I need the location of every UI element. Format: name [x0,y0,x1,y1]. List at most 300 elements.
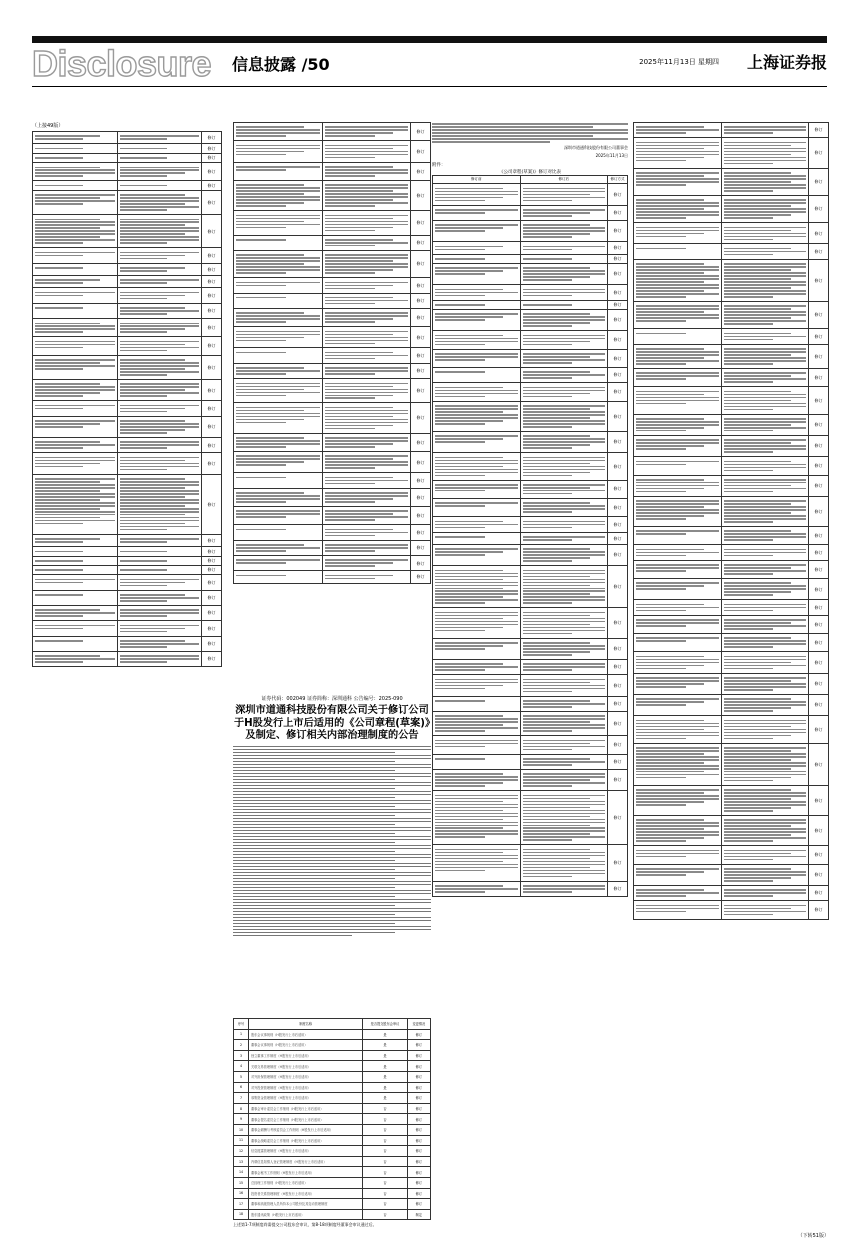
after-cell [721,435,809,456]
after-cell [322,525,411,540]
list-cell: 否 [363,1177,407,1188]
before-cell [234,433,323,451]
table-row [33,144,222,153]
after-cell [117,534,202,546]
change-type-cell: 修订 [809,545,829,560]
table-row [433,310,628,331]
table-header-cell: 修订方式 [608,175,628,183]
after-cell [322,250,411,277]
before-cell [433,566,521,608]
after-cell [721,560,809,578]
after-cell [117,590,202,605]
change-type-cell: 修订 [411,348,431,363]
table-row [634,223,829,244]
list-cell: 股东会议事规则（H股发行上市后适用） [248,1029,362,1040]
list-header-cell: 制度名称 [248,1019,362,1030]
change-type-cell: 修订 [608,638,628,659]
after-cell [520,401,608,431]
before-cell [433,769,521,790]
before-cell [634,743,722,785]
before-cell [33,556,118,565]
after-cell [520,431,608,452]
change-type-cell: 修订 [202,556,222,565]
before-cell [634,600,722,615]
change-type-cell: 修订 [608,480,628,498]
before-cell [634,527,722,545]
table-row [634,123,829,138]
before-cell [234,250,323,277]
after-cell [117,132,202,144]
list-cell: 修订 [407,1156,430,1167]
before-cell [33,575,118,590]
after-cell [721,457,809,475]
change-type-cell: 修订 [608,349,628,367]
table-row [433,659,628,674]
before-cell [634,901,722,919]
after-cell [322,556,411,571]
change-type-cell: 修订 [202,621,222,636]
signature-date: 2025年11月13日 [595,152,628,158]
table-row [234,556,431,571]
table-row [33,416,222,437]
before-cell [234,162,323,180]
change-type-cell: 修订 [202,276,222,288]
list-cell: 5 [234,1071,249,1082]
list-cell: 修订 [407,1082,430,1093]
after-cell [721,302,809,329]
after-cell [322,123,411,141]
list-cell: 制定 [407,1209,430,1220]
list-cell: 否 [363,1188,407,1199]
change-type-cell: 修订 [809,457,829,475]
change-type-cell: 修订 [202,181,222,190]
after-cell [520,881,608,896]
list-cell: 1 [234,1029,249,1040]
before-cell [33,215,118,248]
after-cell [721,673,809,694]
table-row [433,220,628,241]
before-cell [433,220,521,241]
before-cell [433,310,521,331]
list-cell: 修订 [407,1093,430,1104]
change-type-cell: 修订 [809,123,829,138]
after-cell [520,769,608,790]
table-row [33,163,222,181]
list-cell: 4 [234,1061,249,1072]
after-cell [520,480,608,498]
list-cell: 总经理工作细则（H股发行上市后适用） [248,1177,362,1188]
change-type-cell: 修订 [809,846,829,864]
after-cell [520,675,608,696]
before-cell [634,435,722,456]
before-cell [433,205,521,220]
before-cell [634,387,722,414]
list-row [234,1135,431,1146]
before-cell [433,300,521,309]
change-type-cell: 修订 [809,743,829,785]
list-cell: 信息披露管理制度（H股发行上市后适用） [248,1146,362,1157]
table-row [433,791,628,845]
table-row [33,547,222,556]
after-cell [721,475,809,496]
list-row [234,1061,431,1072]
table-row [33,215,222,248]
list-cell: 修订 [407,1199,430,1210]
table-row [433,638,628,659]
after-cell [117,438,202,453]
table-row [634,414,829,435]
after-cell [117,319,202,337]
table-row [33,132,222,144]
after-cell [322,540,411,555]
table-row [634,259,829,301]
system-list-table [233,1018,431,1220]
change-type-cell: 修订 [411,452,431,473]
column-1 [32,122,222,667]
list-cell: 修订 [407,1114,430,1125]
table-row [634,615,829,633]
after-cell [721,846,809,864]
table-row [634,475,829,496]
table-header-cell: 修订前 [433,175,521,183]
change-type-cell: 修订 [202,248,222,263]
change-type-cell: 修订 [809,387,829,414]
list-cell: 12 [234,1146,249,1157]
after-cell [520,368,608,383]
change-type-cell: 修订 [608,453,628,480]
after-cell [520,638,608,659]
table-row [634,886,829,901]
change-type-cell: 修订 [809,435,829,456]
change-type-cell: 修订 [608,310,628,331]
change-type-cell: 修订 [809,560,829,578]
table-row [634,816,829,846]
after-cell [322,278,411,293]
change-type-cell: 修订 [608,711,628,735]
list-row [234,1156,431,1167]
table-row [33,153,222,162]
table-row [634,457,829,475]
before-cell [634,652,722,673]
change-type-cell: 修订 [608,608,628,638]
change-type-cell: 修订 [608,544,628,565]
table-row [234,123,431,141]
after-cell [322,507,411,525]
after-cell [322,180,411,210]
paper-name: 上海证券报 [746,53,827,72]
change-type-cell: 修订 [202,636,222,651]
table-row [634,785,829,815]
before-cell [634,716,722,743]
change-type-cell: 修订 [202,132,222,144]
table-row [433,285,628,300]
before-cell [433,696,521,711]
column-3 [432,122,628,897]
before-cell [234,278,323,293]
change-type-cell: 修订 [608,300,628,309]
before-cell [634,329,722,344]
brand-wordmark: Disclosure [32,43,212,84]
before-cell [634,579,722,600]
masthead-rule [32,86,827,87]
table-row [634,864,829,885]
after-cell [721,634,809,652]
before-cell [634,302,722,329]
list-cell: 9 [234,1114,249,1125]
after-cell [322,403,411,433]
before-cell [634,457,722,475]
before-cell [33,319,118,337]
change-type-cell: 修订 [202,190,222,214]
table-row [634,344,829,368]
list-cell: 募集资金管理制度（H股发行上市后适用） [248,1093,362,1104]
table-row [234,525,431,540]
after-cell [117,380,202,401]
table-row [33,565,222,574]
table-row [33,474,222,534]
after-cell [117,181,202,190]
before-cell [33,534,118,546]
before-cell [234,540,323,555]
after-cell [520,696,608,711]
continued-label: （上接49版） [32,123,64,129]
after-cell [721,195,809,222]
list-header-cell: 序号 [234,1019,249,1030]
table-row [433,349,628,367]
list-row [234,1082,431,1093]
list-cell: 对外投资管理制度（H股发行上市后适用） [248,1082,362,1093]
top-bar [32,36,827,43]
list-cell: 否 [363,1167,407,1178]
change-type-cell: 修订 [608,331,628,349]
table-row [33,605,222,620]
after-cell [721,259,809,301]
before-cell [433,532,521,544]
list-note: 上述第1-7项制度尚需提交公司股东会审议，第8-18项制度经董事会审议通过后。 [233,1222,377,1228]
table-row [234,452,431,473]
table-row [234,363,431,378]
before-cell [433,254,521,263]
list-cell: 否 [363,1199,407,1210]
after-cell [520,242,608,254]
change-type-cell: 修订 [202,303,222,318]
after-cell [721,138,809,168]
table-row [634,545,829,560]
change-type-cell: 修订 [809,695,829,716]
after-cell [322,452,411,473]
table-row [634,244,829,259]
change-type-cell: 修订 [809,816,829,846]
after-cell [520,544,608,565]
table-row [234,327,431,348]
before-cell [33,401,118,416]
table-row [433,736,628,754]
list-header-cell: 是否提交股东会审议 [363,1019,407,1030]
before-cell [33,621,118,636]
table-row [234,379,431,403]
before-cell [234,488,323,506]
list-cell: 内幕信息知情人登记管理制度（H股发行上市后适用） [248,1156,362,1167]
table-row [33,401,222,416]
before-cell [234,507,323,525]
after-cell [520,254,608,263]
after-cell [117,337,202,355]
before-cell [33,565,118,574]
list-row [234,1209,431,1220]
list-row [234,1093,431,1104]
table-row [433,368,628,383]
list-cell: 是 [363,1029,407,1040]
list-cell: 董事会议事规则（H股发行上市后适用） [248,1040,362,1051]
list-cell: 修订 [407,1061,430,1072]
table-row [234,403,431,433]
after-cell [117,652,202,667]
table-row [433,453,628,480]
announcement [233,696,431,938]
table-row [433,383,628,401]
table-row [234,308,431,326]
list-cell: 8 [234,1103,249,1114]
after-cell [520,845,608,881]
before-cell [634,475,722,496]
before-cell [234,293,323,308]
after-cell [117,474,202,534]
change-type-cell: 修订 [202,453,222,474]
change-type-cell: 修订 [608,659,628,674]
table-row [433,205,628,220]
change-type-cell: 修订 [202,474,222,534]
change-type-cell: 修订 [809,344,829,368]
table-row [634,634,829,652]
change-type-cell: 修订 [202,575,222,590]
change-type-cell: 修订 [608,791,628,845]
change-type-cell: 修订 [809,475,829,496]
change-type-cell: 修订 [809,600,829,615]
change-type-cell: 修订 [608,205,628,220]
table-row [433,544,628,565]
change-type-cell: 修订 [608,696,628,711]
after-cell [721,387,809,414]
after-cell [322,211,411,235]
before-cell [433,383,521,401]
table-row [634,435,829,456]
change-type-cell: 修订 [809,716,829,743]
before-cell [634,785,722,815]
comparison-table-3 [432,175,628,897]
list-cell: 董事会提名委员会工作细则（H股发行上市后适用） [248,1114,362,1125]
before-cell [33,416,118,437]
before-cell [234,525,323,540]
change-type-cell: 修订 [411,556,431,571]
change-type-cell: 修订 [608,675,628,696]
before-cell [234,123,323,141]
table-row [33,276,222,288]
before-cell [33,153,118,162]
change-type-cell: 修订 [608,517,628,532]
after-cell [721,864,809,885]
change-type-cell: 修订 [809,785,829,815]
before-cell [234,141,323,162]
before-cell [33,288,118,303]
before-cell [33,248,118,263]
after-cell [322,488,411,506]
change-type-cell: 修订 [411,525,431,540]
change-type-cell: 修订 [809,901,829,919]
table-header-cell: 修订后 [520,175,608,183]
table-row [433,184,628,205]
list-header-cell: 变更情况 [407,1019,430,1030]
before-cell [33,605,118,620]
change-type-cell: 修订 [809,368,829,386]
announcement-body [233,746,431,937]
before-cell [433,517,521,532]
list-row [234,1167,431,1178]
after-cell [117,621,202,636]
change-type-cell: 修订 [809,138,829,168]
before-cell [433,544,521,565]
table-row [433,566,628,608]
after-cell [721,329,809,344]
list-cell: 修订 [407,1146,430,1157]
after-cell [721,244,809,259]
change-type-cell: 修订 [411,540,431,555]
before-cell [33,590,118,605]
comparison-table-title: 《公司章程(草案)》修订对比表 [498,169,561,175]
change-type-cell: 修订 [202,605,222,620]
change-type-cell: 修订 [202,380,222,401]
list-cell: 否 [363,1103,407,1114]
after-cell [117,248,202,263]
table-row [634,387,829,414]
change-type-cell: 修订 [202,153,222,162]
table-row [33,621,222,636]
before-cell [433,754,521,769]
table-row [33,590,222,605]
change-type-cell: 修订 [608,220,628,241]
before-cell [433,331,521,349]
before-cell [634,168,722,195]
table-row [634,901,829,919]
change-type-cell: 修订 [809,615,829,633]
change-type-cell: 修订 [411,403,431,433]
before-cell [634,123,722,138]
after-cell [117,636,202,651]
after-cell [520,659,608,674]
after-cell [117,263,202,275]
change-type-cell: 修订 [809,634,829,652]
list-cell: 董事和高级管理人员所持本公司股份及其变动管理制度 [248,1199,362,1210]
before-cell [433,453,521,480]
after-cell [520,566,608,608]
table-row [433,675,628,696]
table-row [634,329,829,344]
after-cell [721,368,809,386]
before-cell [234,211,323,235]
table-row [634,195,829,222]
change-type-cell: 修订 [411,250,431,277]
list-cell: 7 [234,1093,249,1104]
after-cell [322,162,411,180]
before-cell [634,414,722,435]
after-cell [520,754,608,769]
list-cell: 修订 [407,1103,430,1114]
table-row [234,278,431,293]
table-row [634,527,829,545]
change-type-cell: 修订 [809,329,829,344]
table-row [433,532,628,544]
table-row [433,845,628,881]
table-row [634,168,829,195]
